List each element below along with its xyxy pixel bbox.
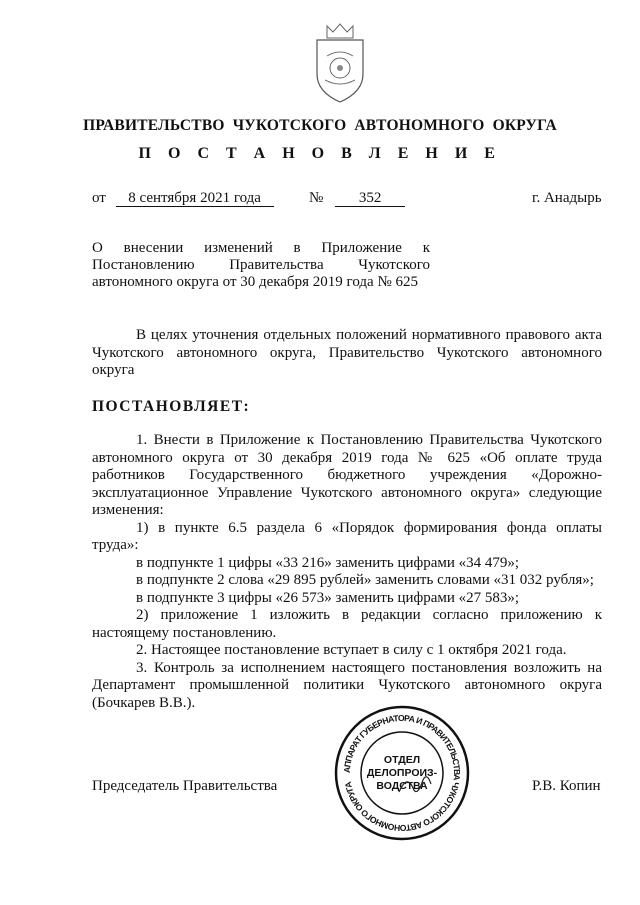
signature-scribble [395,770,435,800]
number-label: № [309,190,324,206]
stamp-center-line: ДЕЛОПРОИЗ- [366,767,438,779]
document-date: 8 сентября 2021 года [116,191,274,207]
subject-line: Постановлению Правительства Чукотского [92,257,430,273]
subject-line: автономного округа от 30 декабря 2019 года № 625 [92,274,419,290]
item3-line: 3. Контроль за исполнением настоящего постановления возложить на [136,659,602,676]
stamp-ring-text: АППАРАТ ГУБЕРНАТОРА И ПРАВИТЕЛЬСТВА ЧУКОТСКОГО АВТОНОМНОГО ОКРУГА [341,712,463,834]
stamp-center-line: ВОДСТВА [376,780,428,792]
resolves-heading: ПОСТАНОВЛЯЕТ: [92,398,251,415]
preamble [92,327,602,380]
preamble-line: округа [92,362,135,378]
item1-1-line: 1) в пункте 6.5 раздела 6 «Порядок формирования фонда оплаты [136,519,602,536]
coat-of-arms-emblem [305,18,375,108]
document-type-title: П О С Т А Н О В Л Е Н И Е [138,145,502,162]
item1-line: автономного округа от 30 декабря 2019 года № 625 «Об оплате труда [92,449,602,466]
item1-1-line: труда»: [92,537,139,553]
item3-line: (Бочкарев В.В.). [92,694,196,711]
government-title: ПРАВИТЕЛЬСТВО ЧУКОТСКОГО АВТОНОМНОГО ОКРУГА [83,117,557,134]
document-subject [92,240,430,291]
signatory-name: Р.В. Копин [532,778,601,794]
item3-line: Департамент промышленной политики Чукотского автономного округа [92,677,602,693]
preamble-line: В целях уточнения отдельных положений нормативного правового акта [136,327,602,343]
date-field [92,190,274,207]
number-field [309,190,405,207]
subitem-1: в подпункте 1 цифры «33 216» заменить цифрами «34 479»; [136,554,520,571]
item1-line: работников Государственного бюджетного учреждения «Дорожно- [92,467,602,483]
item1-line: эксплуатационное Управление Чукотского автономного округа» следующие [92,484,602,501]
subitem-2: в подпункте 2 слова «29 895 рублей» заменить словами «31 032 рубля»; [136,572,594,588]
item1-line: 1. Внести в Приложение к Постановлению Правительства Чукотского [136,432,602,448]
signatory-position: Председатель Правительства [92,778,278,794]
city-label: г. Анадырь [532,190,602,206]
from-label: от [92,190,106,206]
item1-line: изменения: [92,502,164,518]
item1-2-line: 2) приложение 1 изложить в редакции согласно приложению к [136,607,602,623]
preamble-line: Чукотского автономного округа, Правительство Чукотского автономного [92,344,602,361]
stamp-center-line: ОТДЕЛ [383,754,421,766]
item1-2-line: настоящему постановлению. [92,624,277,641]
document-number: 352 [335,191,405,207]
decree-items [92,432,602,712]
item2-line: 2. Настоящее постановление вступает в силу с 1 октября 2021 года. [136,642,567,658]
subitem-3: в подпункте 3 цифры «26 573» заменить цифрами «27 583»; [136,589,520,606]
subject-line: О внесении изменений в Приложение к [92,240,430,256]
